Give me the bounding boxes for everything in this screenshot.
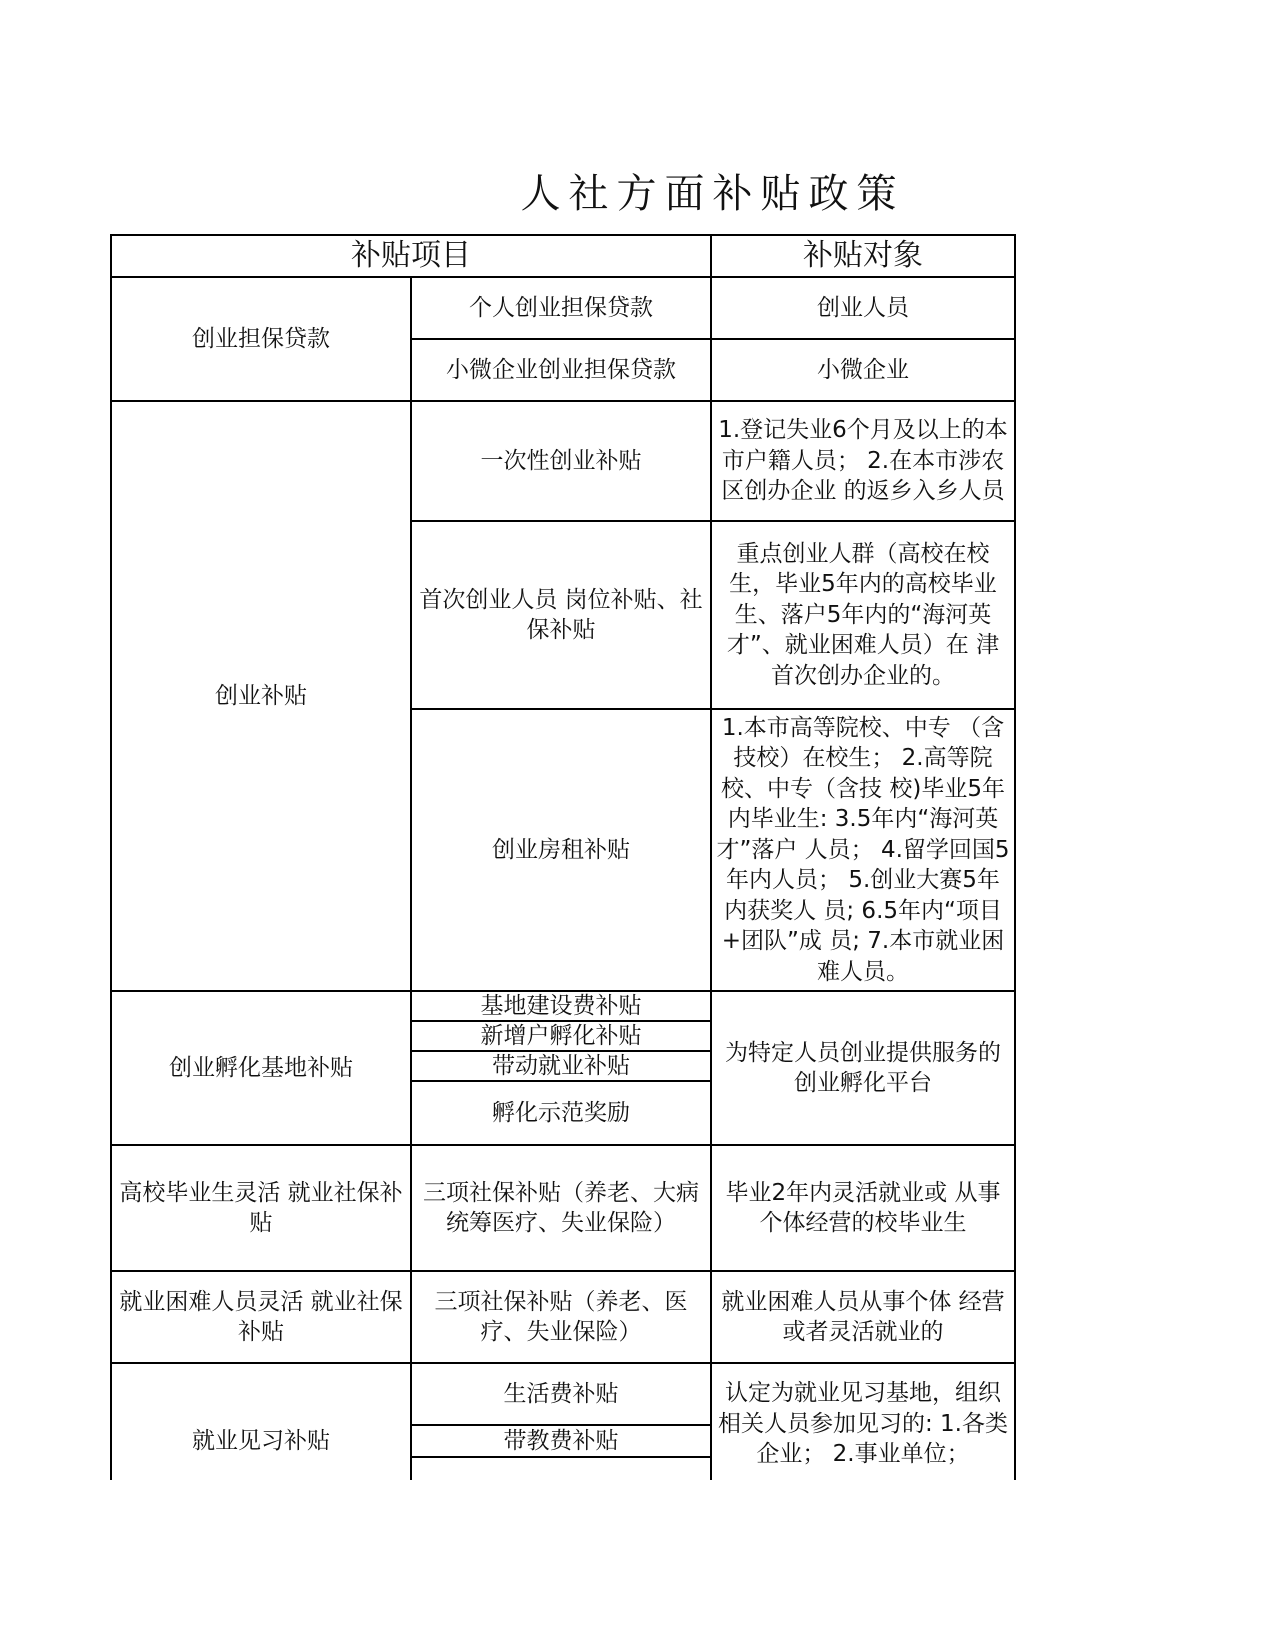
- item-cell: 新增户孵化补贴: [411, 1021, 711, 1051]
- group-name: 高校毕业生灵活 就业社保补贴: [111, 1145, 411, 1271]
- table-row: [111, 991, 1015, 1021]
- group-name: 创业孵化基地补贴: [111, 991, 411, 1145]
- item-cell: 一次性创业补贴: [411, 401, 711, 521]
- item-cell: 创业房租补贴: [411, 709, 711, 991]
- target-cell: 创业人员: [711, 277, 1015, 339]
- item-cell: 三项社保补贴（养老、医疗、失业保险）: [411, 1271, 711, 1363]
- item-cell: 生活费补贴: [411, 1363, 711, 1425]
- item-cell: 三项社保补贴（养老、大病统筹医疗、失业保险）: [411, 1145, 711, 1271]
- header-target: 补贴对象: [711, 235, 1015, 277]
- policy-table-viewport: [110, 234, 1016, 1480]
- item-cell: 带教费补贴: [411, 1425, 711, 1457]
- target-cell: 1.本市高等院校、中专 （含技校）在校生； 2.高等院校、中专（含技 校)毕业5年内毕业生: 3.5年内“海河英才”落户 人员； 4.留学回国5年内人员； 5.创业大赛5年内获奖人 员; 6.5年内“项目+团队”成 员; 7.本市就业困难人员。: [711, 709, 1015, 991]
- target-cell: 重点创业人群（高校在校生，毕业5年内的高校毕业生、落户5年内的“海河英才”、就业困难人员）在 津首次创办企业的。: [711, 521, 1015, 709]
- group-name: 就业困难人员灵活 就业社保补贴: [111, 1271, 411, 1363]
- target-cell: 为特定人员创业提供服务的创业孵化平台: [711, 991, 1015, 1145]
- page-title: 人社方面补贴政策: [520, 171, 905, 217]
- header-item: 补贴项目: [111, 235, 711, 277]
- target-cell: 小微企业: [711, 339, 1015, 401]
- target-cell: 1.登记失业6个月及以上的本市户籍人员； 2.在本市涉农区创办企业 的返乡入乡人员: [711, 401, 1015, 521]
- item-cell: 个人创业担保贷款: [411, 277, 711, 339]
- table-row: [111, 1145, 1015, 1271]
- table-row: [111, 401, 1015, 521]
- target-cell: 就业困难人员从事个体 经营或者灵活就业的: [711, 1271, 1015, 1363]
- group-name: 创业担保贷款: [111, 277, 411, 401]
- item-cell: 小微企业创业担保贷款: [411, 339, 711, 401]
- table-header-row: [111, 235, 1015, 277]
- policy-table: [110, 234, 1016, 1480]
- group-name: 就业见习补贴: [111, 1363, 411, 1480]
- item-cell: 首次创业人员 岗位补贴、社保补贴: [411, 521, 711, 709]
- table-row: [111, 277, 1015, 339]
- table-row: [111, 1271, 1015, 1363]
- item-cell: 孵化示范奖励: [411, 1081, 711, 1145]
- item-cell: 基地建设费补贴: [411, 991, 711, 1021]
- target-cell: 毕业2年内灵活就业或 从事个体经营的校毕业生: [711, 1145, 1015, 1271]
- item-cell: [411, 1457, 711, 1480]
- target-cell: 认定为就业见习基地，组织相关人员参加见习的: 1.各类企业； 2.事业单位；: [711, 1363, 1015, 1480]
- group-name: 创业补贴: [111, 401, 411, 991]
- item-cell: 带动就业补贴: [411, 1051, 711, 1081]
- table-row: [111, 1363, 1015, 1425]
